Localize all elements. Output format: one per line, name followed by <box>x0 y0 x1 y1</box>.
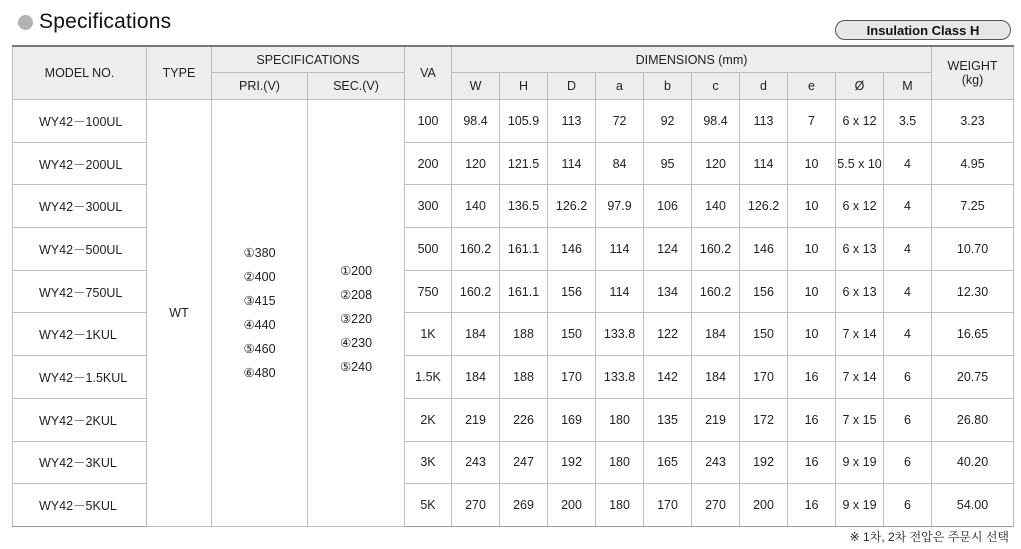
dimension-cell: 170 <box>548 356 596 399</box>
model-cell: WY42－3KUL <box>13 441 147 484</box>
type-cell: WT <box>147 100 212 527</box>
model-cell: WY42－300UL <box>13 185 147 228</box>
header-dim-d: D <box>548 73 596 100</box>
dimension-cell: 98.4 <box>452 100 500 143</box>
dimension-cell: 169 <box>548 398 596 441</box>
dimension-cell: 156 <box>740 270 788 313</box>
dimension-cell: 160.2 <box>692 228 740 271</box>
dimension-cell: 10 <box>788 228 836 271</box>
dimension-cell: 219 <box>692 398 740 441</box>
dimension-cell: 160.2 <box>452 228 500 271</box>
weight-cell: 4.95 <box>932 142 1014 185</box>
dimension-cell: 4 <box>884 185 932 228</box>
dimension-cell: 126.2 <box>548 185 596 228</box>
dimension-cell: 10 <box>788 185 836 228</box>
model-cell: WY42－1KUL <box>13 313 147 356</box>
header-sec: SEC.(V) <box>308 73 405 100</box>
dimension-cell: 180 <box>596 441 644 484</box>
dimension-cell: 172 <box>740 398 788 441</box>
dimension-cell: 16 <box>788 356 836 399</box>
dimension-cell: 72 <box>596 100 644 143</box>
pri-voltage-option: ④440 <box>243 317 276 332</box>
dimension-cell: 184 <box>452 313 500 356</box>
dimension-cell: 114 <box>596 228 644 271</box>
model-cell: WY42－750UL <box>13 270 147 313</box>
header-weight <box>932 46 1014 100</box>
pri-voltage-list <box>243 241 275 385</box>
dimension-cell: 6 x 13 <box>836 270 884 313</box>
dimension-cell: 192 <box>740 441 788 484</box>
dimension-cell: 4 <box>884 142 932 185</box>
dimension-cell: 184 <box>692 356 740 399</box>
va-cell: 5K <box>405 484 452 527</box>
table-body <box>13 100 1014 527</box>
dimension-cell: 140 <box>452 185 500 228</box>
section-header <box>18 10 171 34</box>
specifications-table <box>12 45 1014 527</box>
dimension-cell: 7 x 14 <box>836 313 884 356</box>
dimension-cell: 160.2 <box>692 270 740 313</box>
table-row <box>13 100 1014 143</box>
dimension-cell: 106 <box>644 185 692 228</box>
dimension-cell: 247 <box>500 441 548 484</box>
header-model: MODEL NO. <box>13 46 147 100</box>
dimension-cell: 180 <box>596 398 644 441</box>
dimension-cell: 10 <box>788 142 836 185</box>
pri-voltage-option: ③415 <box>243 293 276 308</box>
dimension-cell: 121.5 <box>500 142 548 185</box>
dimension-cell: 4 <box>884 313 932 356</box>
va-cell: 200 <box>405 142 452 185</box>
header-dim-d-lower: d <box>740 73 788 100</box>
dimension-cell: 226 <box>500 398 548 441</box>
dimension-cell: 6 x 12 <box>836 100 884 143</box>
weight-cell: 7.25 <box>932 185 1014 228</box>
dimension-cell: 133.8 <box>596 356 644 399</box>
dimension-cell: 122 <box>644 313 692 356</box>
pri-voltage-option: ①380 <box>243 245 276 260</box>
dimension-cell: 270 <box>692 484 740 527</box>
dimension-cell: 92 <box>644 100 692 143</box>
weight-cell: 54.00 <box>932 484 1014 527</box>
dimension-cell: 16 <box>788 484 836 527</box>
dimension-cell: 105.9 <box>500 100 548 143</box>
dimension-cell: 4 <box>884 228 932 271</box>
model-cell: WY42－100UL <box>13 100 147 143</box>
dimension-cell: 6 x 12 <box>836 185 884 228</box>
dimension-cell: 192 <box>548 441 596 484</box>
sec-voltage-option: ⑤240 <box>339 359 373 374</box>
pri-voltage-option: ⑥480 <box>243 365 276 380</box>
dimension-cell: 120 <box>452 142 500 185</box>
model-cell: WY42－500UL <box>13 228 147 271</box>
header-dim-h: H <box>500 73 548 100</box>
va-cell: 750 <box>405 270 452 313</box>
dimension-cell: 9 x 19 <box>836 441 884 484</box>
dimension-cell: 114 <box>596 270 644 313</box>
weight-cell: 20.75 <box>932 356 1014 399</box>
dimension-cell: 16 <box>788 441 836 484</box>
dimension-cell: 133.8 <box>596 313 644 356</box>
sec-voltage-option: ③220 <box>339 311 373 326</box>
pri-voltage-cell <box>212 100 308 527</box>
dimension-cell: 126.2 <box>740 185 788 228</box>
dimension-cell: 3.5 <box>884 100 932 143</box>
dimension-cell: 6 <box>884 356 932 399</box>
header-weight-label: WEIGHT <box>947 59 998 73</box>
dimension-cell: 269 <box>500 484 548 527</box>
dimension-cell: 160.2 <box>452 270 500 313</box>
va-cell: 2K <box>405 398 452 441</box>
dimension-cell: 243 <box>452 441 500 484</box>
dimension-cell: 7 x 15 <box>836 398 884 441</box>
dimension-cell: 170 <box>644 484 692 527</box>
va-cell: 500 <box>405 228 452 271</box>
dimension-cell: 136.5 <box>500 185 548 228</box>
weight-cell: 10.70 <box>932 228 1014 271</box>
dimension-cell: 188 <box>500 313 548 356</box>
footnote: ※ 1차, 2차 전압은 주문시 선택 <box>849 530 1009 544</box>
dimension-cell: 150 <box>740 313 788 356</box>
dimension-cell: 6 <box>884 398 932 441</box>
weight-cell: 40.20 <box>932 441 1014 484</box>
model-cell: WY42－2KUL <box>13 398 147 441</box>
dimension-cell: 142 <box>644 356 692 399</box>
va-cell: 1K <box>405 313 452 356</box>
header-dimensions: DIMENSIONS (mm) <box>452 46 932 73</box>
dimension-cell: 10 <box>788 270 836 313</box>
sec-voltage-list <box>340 247 372 379</box>
sec-voltage-cell <box>308 100 405 527</box>
header-va: VA <box>405 46 452 100</box>
va-cell: 3K <box>405 441 452 484</box>
sec-voltage-option: ②208 <box>339 287 373 302</box>
dimension-cell: 161.1 <box>500 228 548 271</box>
header-dim-w: W <box>452 73 500 100</box>
dimension-cell: 114 <box>548 142 596 185</box>
insulation-class-badge: Insulation Class H <box>835 20 1011 40</box>
sec-voltage-option: ①200 <box>339 263 373 278</box>
model-cell: WY42－1.5KUL <box>13 356 147 399</box>
dimension-cell: 95 <box>644 142 692 185</box>
dimension-cell: 120 <box>692 142 740 185</box>
dimension-cell: 146 <box>548 228 596 271</box>
dimension-cell: 161.1 <box>500 270 548 313</box>
model-cell: WY42－200UL <box>13 142 147 185</box>
dimension-cell: 124 <box>644 228 692 271</box>
dimension-cell: 135 <box>644 398 692 441</box>
page-title: Specifications <box>39 10 172 33</box>
va-cell: 100 <box>405 100 452 143</box>
dimension-cell: 200 <box>548 484 596 527</box>
header-dim-e: e <box>788 73 836 100</box>
dimension-cell: 98.4 <box>692 100 740 143</box>
weight-cell: 12.30 <box>932 270 1014 313</box>
dimension-cell: 170 <box>740 356 788 399</box>
dimension-cell: 219 <box>452 398 500 441</box>
dimension-cell: 97.9 <box>596 185 644 228</box>
dimension-cell: 114 <box>740 142 788 185</box>
dimension-cell: 9 x 19 <box>836 484 884 527</box>
weight-cell: 26.80 <box>932 398 1014 441</box>
dimension-cell: 270 <box>452 484 500 527</box>
dimension-cell: 113 <box>548 100 596 143</box>
header-dim-b: b <box>644 73 692 100</box>
va-cell: 1.5K <box>405 356 452 399</box>
dimension-cell: 146 <box>740 228 788 271</box>
sec-voltage-option: ④230 <box>339 335 373 350</box>
header-specifications: SPECIFICATIONS <box>212 46 405 73</box>
dimension-cell: 5.5 x 10 <box>836 142 884 185</box>
header-type: TYPE <box>147 46 212 100</box>
dimension-cell: 156 <box>548 270 596 313</box>
bullet-circle-icon <box>18 15 33 30</box>
header-dim-diameter: Ø <box>836 73 884 100</box>
dimension-cell: 188 <box>500 356 548 399</box>
header-dim-m: M <box>884 73 932 100</box>
pri-voltage-option: ②400 <box>243 269 276 284</box>
dimension-cell: 4 <box>884 270 932 313</box>
dimension-cell: 184 <box>452 356 500 399</box>
dimension-cell: 180 <box>596 484 644 527</box>
weight-cell: 3.23 <box>932 100 1014 143</box>
dimension-cell: 6 <box>884 441 932 484</box>
pri-voltage-option: ⑤460 <box>243 341 276 356</box>
dimension-cell: 16 <box>788 398 836 441</box>
dimension-cell: 140 <box>692 185 740 228</box>
dimension-cell: 165 <box>644 441 692 484</box>
dimension-cell: 134 <box>644 270 692 313</box>
dimension-cell: 243 <box>692 441 740 484</box>
header-pri: PRI.(V) <box>212 73 308 100</box>
header-dim-c: c <box>692 73 740 100</box>
dimension-cell: 84 <box>596 142 644 185</box>
dimension-cell: 7 <box>788 100 836 143</box>
dimension-cell: 6 x 13 <box>836 228 884 271</box>
dimension-cell: 150 <box>548 313 596 356</box>
header-weight-unit: (kg) <box>961 73 984 87</box>
dimension-cell: 6 <box>884 484 932 527</box>
model-cell: WY42－5KUL <box>13 484 147 527</box>
dimension-cell: 10 <box>788 313 836 356</box>
dimension-cell: 200 <box>740 484 788 527</box>
header-dim-a: a <box>596 73 644 100</box>
dimension-cell: 113 <box>740 100 788 143</box>
dimension-cell: 184 <box>692 313 740 356</box>
dimension-cell: 7 x 14 <box>836 356 884 399</box>
weight-cell: 16.65 <box>932 313 1014 356</box>
va-cell: 300 <box>405 185 452 228</box>
